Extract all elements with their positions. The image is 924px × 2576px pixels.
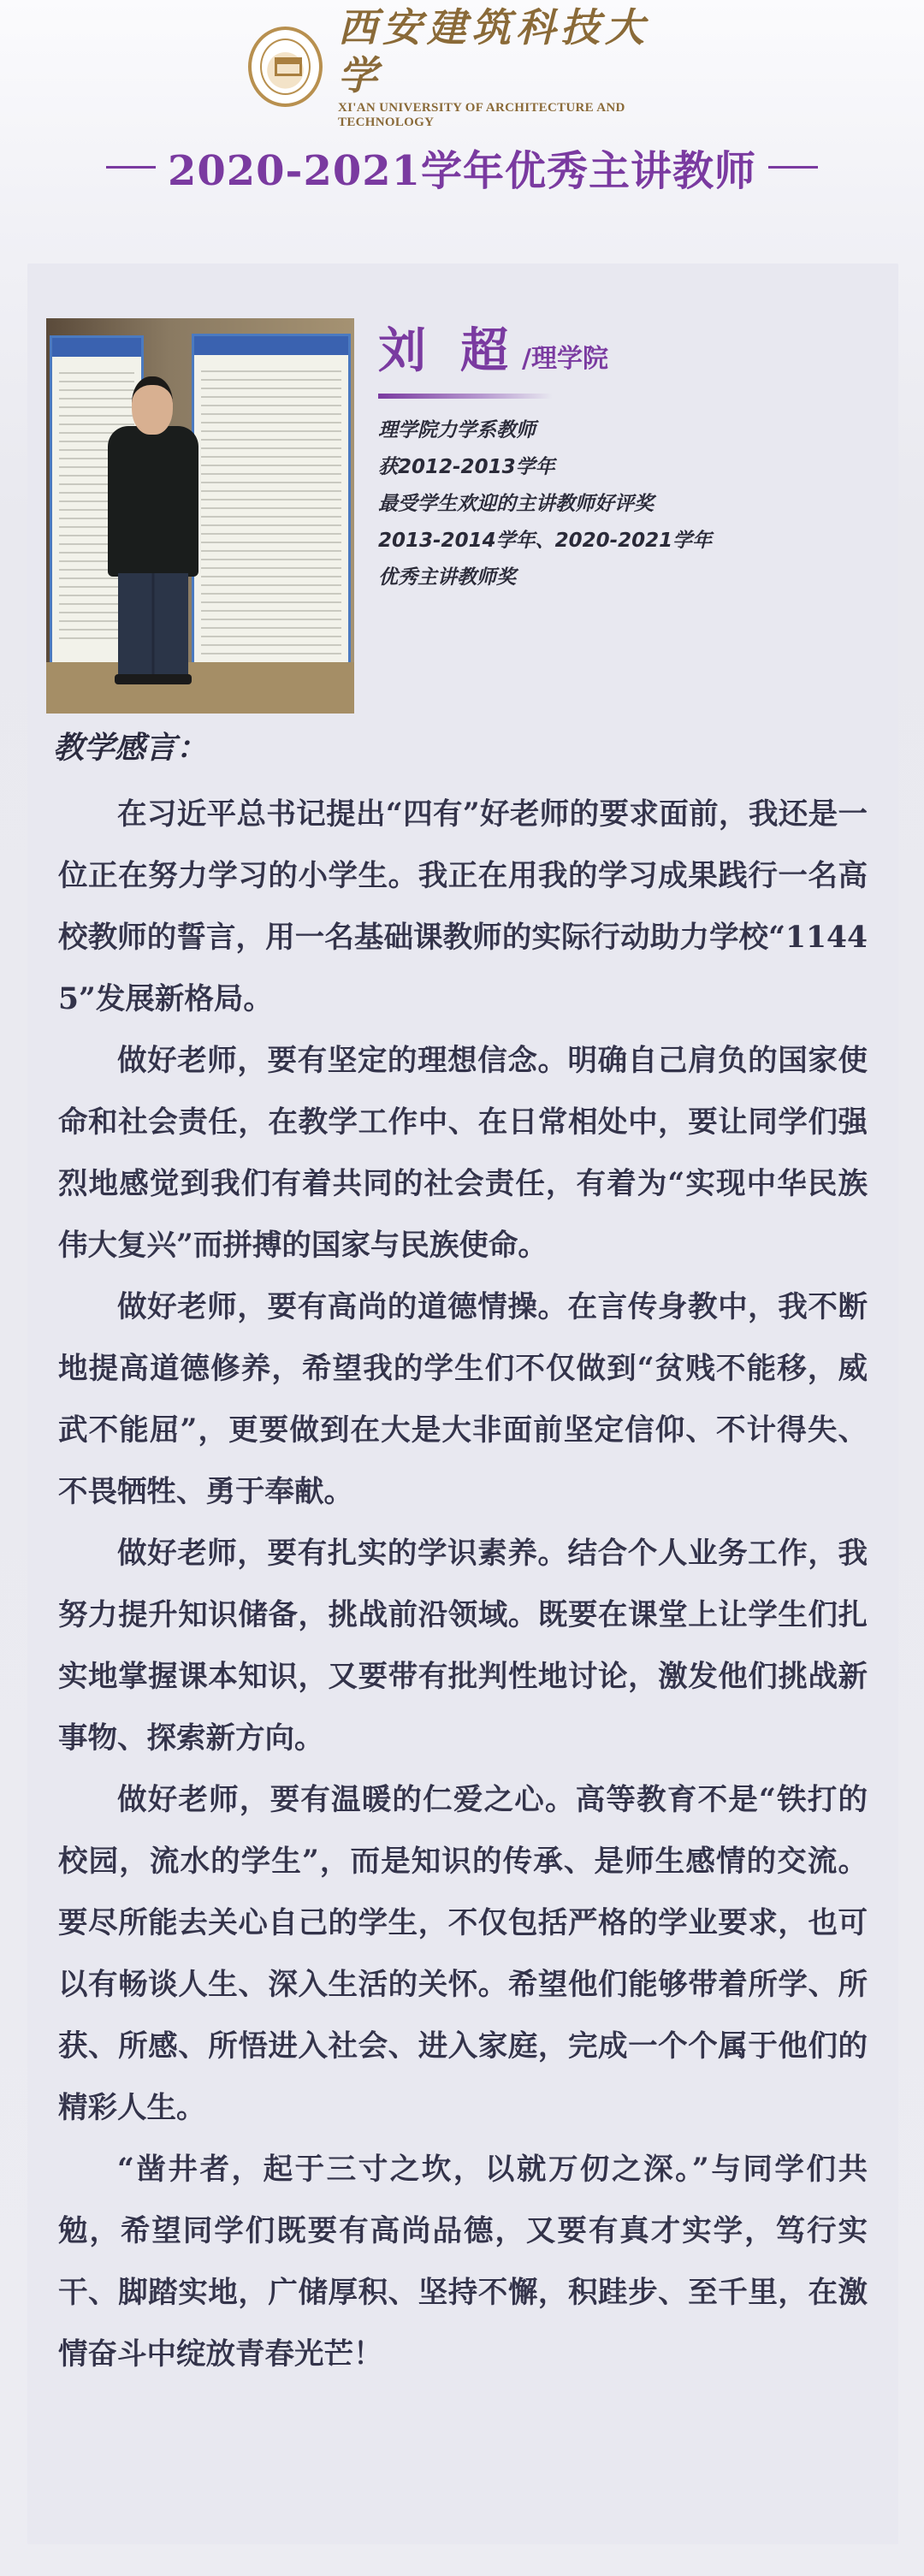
statement-paragraph: “凿井者，起于三寸之坎，以就万仞之深。”与同学们共勉，希望同学们既要有高尚品德，又要有真才实学，笃行实干、脚踏实地，广储厚积、坚持不懈，积跬步、至千里，在激情奋斗中绽放青春光芒！	[58, 2153, 868, 2372]
statement-paragraph: 做好老师，要有坚定的理想信念。明确自己肩负的国家使命和社会责任，在教学工作中、在日常相处中，要让同学们强烈地感觉到我们有着共同的社会责任，有着为“实现中华民族伟大复兴”而拼搏的国家与民族使命。	[58, 1044, 868, 1263]
teacher-photo	[46, 318, 354, 714]
photo-person-body	[108, 426, 198, 577]
teacher-name: 刘超	[378, 323, 542, 379]
page-header	[0, 0, 924, 257]
bio-line: 优秀主讲教师奖	[378, 566, 516, 589]
title-row	[0, 137, 924, 197]
section-title: 教学感言：	[53, 731, 208, 766]
teaching-statement	[58, 784, 868, 2385]
photo-poster-right	[192, 334, 351, 681]
photo-floor	[46, 662, 354, 714]
statement-paragraph: 做好老师，要有温暖的仁爱之心。高等教育不是“铁打的校园，流水的学生”，而是知识的传承、是师生感情的交流。要尽所能去关心自己的学生，不仅包括严格的学业要求，也可以有畅谈人生、深入生活的关怀。希望他们能够带着所学、所获、所感、所悟进入社会、进入家庭，完成一个个属于他们的精彩人生。	[58, 1783, 868, 2125]
title-dash-left	[106, 166, 156, 169]
teacher-info	[378, 313, 874, 596]
content-card	[27, 264, 898, 2544]
statement-paragraph: 在习近平总书记提出“四有”好老师的要求面前，我还是一位正在努力学习的小学生。我正在用我的学习成果践行一名高校教师的誓言，用一名基础课教师的实际行动助力学校“11445”发展新格局。	[58, 797, 868, 1016]
photo-person-head	[132, 376, 173, 435]
title-dash-right	[768, 166, 818, 169]
school-name-en: XI'AN UNIVERSITY OF ARCHITECTURE AND TECHNOLOGY	[338, 101, 625, 129]
teacher-name-line	[378, 313, 874, 382]
school-name-cn: 西安建筑科技大学	[338, 4, 650, 98]
photo-person-shoes	[115, 674, 192, 684]
teacher-college: /理学院	[522, 344, 608, 374]
bio-line: 理学院力学系教师	[378, 419, 536, 441]
school-name-block	[338, 3, 693, 130]
university-seal-icon	[248, 27, 323, 107]
name-underline	[378, 394, 553, 399]
statement-paragraph: 做好老师，要有高尚的道德情操。在言传身教中，我不断地提高道德修养，希望我的学生们不仅做到“贫贱不能移，威武不能屈”，更要做到在大是大非面前坚定信仰、不计得失、不畏牺牲、勇于奉献。	[58, 1290, 868, 1509]
university-logo	[248, 4, 693, 129]
bio-line: 最受学生欢迎的主讲教师好评奖	[378, 493, 654, 515]
statement-paragraph: 做好老师，要有扎实的学识素养。结合个人业务工作，我努力提升知识储备，挑战前沿领域。既要在课堂上让学生们扎实地掌握课本知识，又要带有批判性地讨论，激发他们挑战新事物、探索新方向。	[58, 1537, 868, 1756]
teacher-bio	[378, 412, 874, 596]
page-title: 2020-2021学年优秀主讲教师	[167, 146, 757, 195]
bio-line: 2013-2014学年、2020-2021学年	[378, 530, 713, 552]
photo-person-legs	[118, 573, 188, 676]
bio-line: 获2012-2013学年	[378, 456, 555, 478]
